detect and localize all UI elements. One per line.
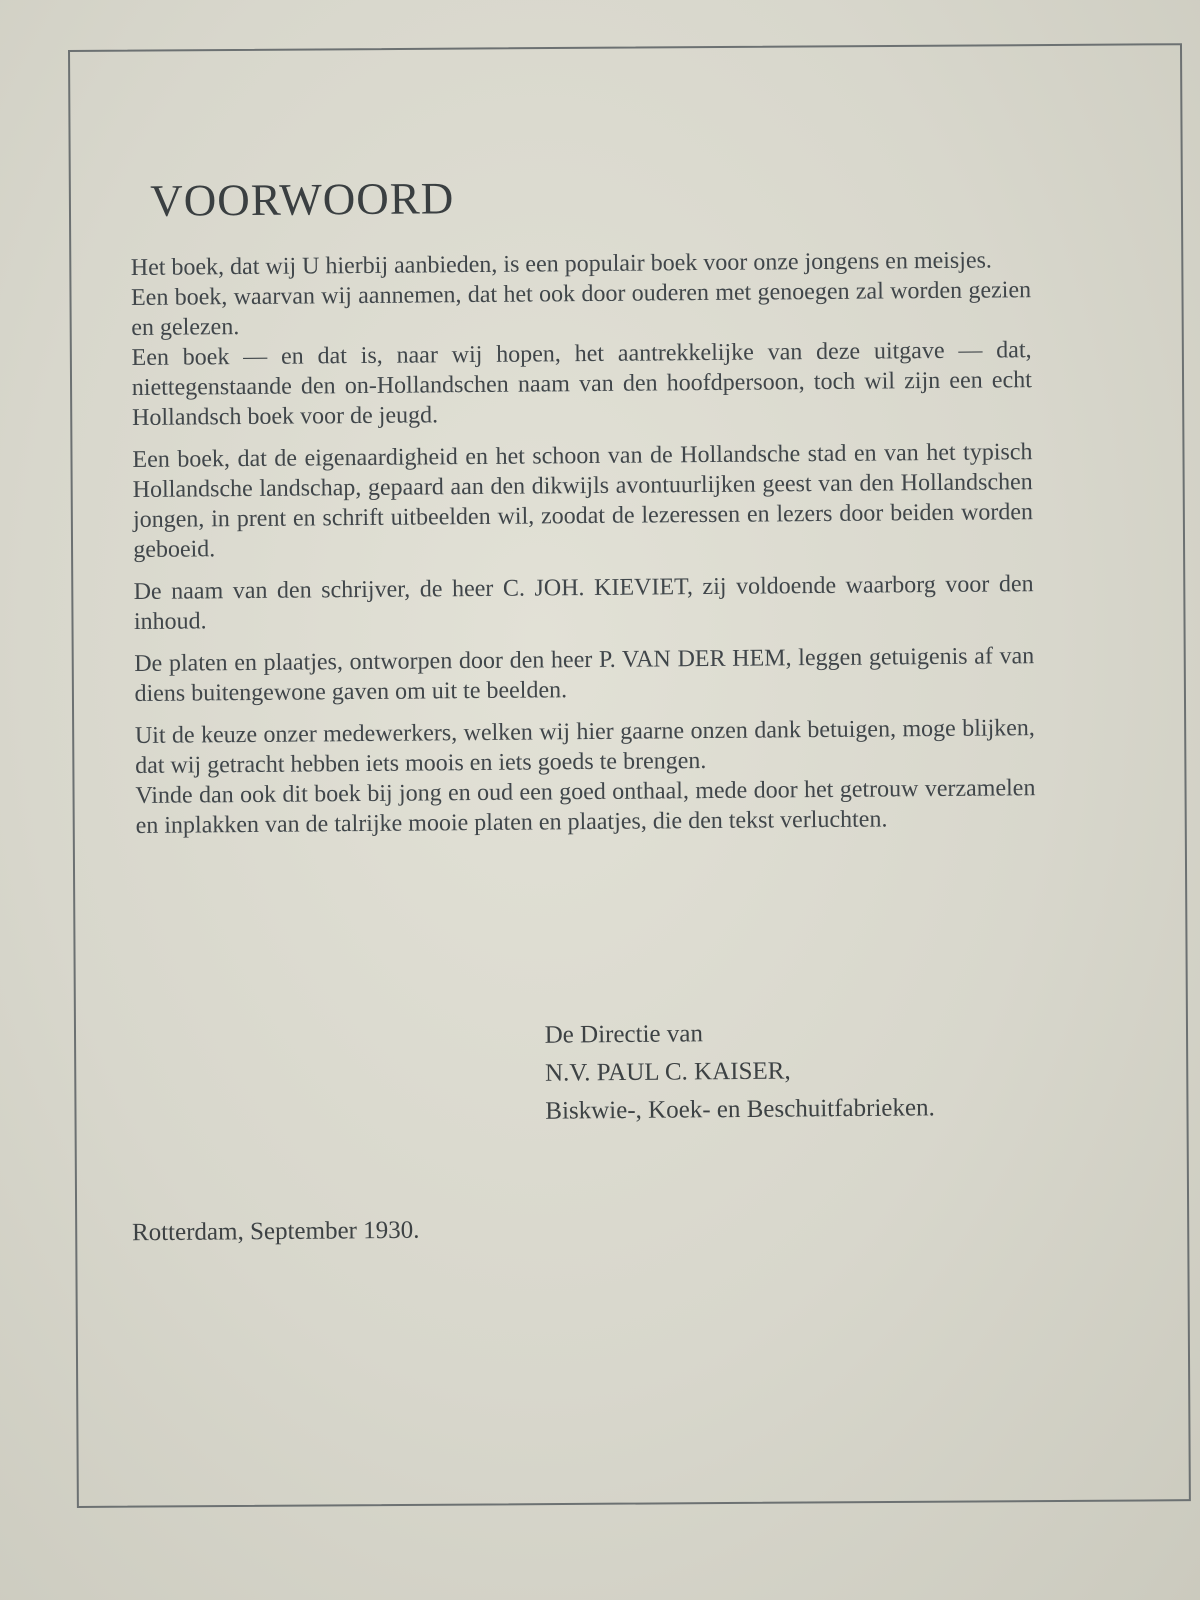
paragraph: Het boek, dat wij U hierbij aanbieden, is een populair boek voor onze jongens en meisjes. [130, 247, 992, 281]
paragraph: Een boek, waarvan wij aannemen, dat het ook door ouderen met genoegen zal worden gezien en gelezen. [130, 277, 1032, 341]
paragraph: Vinde dan ook dit boek bij jong en oud een goed onthaal, mede door het getrouw verzamelen en inplakken van de talrijke mooie platen en plaatjes, die den tekst verluchten. [135, 775, 1036, 839]
paragraph: De platen en plaatjes, ontworpen door den heer P. VAN DER HEM, leggen getuigenis af van diens buitengewone gaven om uit te beelden. [134, 643, 1035, 707]
signature-company-type: Biskwie-, Koek- en Beschuitfabrieken. [545, 1094, 935, 1125]
signature-block [545, 1013, 935, 1130]
signature-company: N.V. PAUL C. KAISER, [544, 1057, 791, 1087]
paragraph: De naam van den schrijver, de heer C. JOH. KIEVIET, zij voldoende waarborg voor den inhoud. [133, 571, 1034, 635]
preface-body [130, 167, 1036, 853]
paragraph-group-intro [131, 245, 1033, 433]
page-title: VOORWOORD [150, 173, 455, 226]
paragraph: Een boek — en dat is, naar wij hopen, het aantrekkelijke van deze uitgave — dat, niettegenstaande den on-Hollandschen naam van den hoofdpersoon, toch wil zijn een echt Hollandsch boek voor de jeugd. [131, 337, 1032, 431]
paragraph: Uit de keuze onzer medewerkers, welken wij hier gaarne onzen dank betuigen, moge blijken, dat wij getracht hebben iets moois en iets goeds te brengen. [134, 715, 1035, 779]
paragraph: Een boek, dat de eigenaardigheid en het schoon van de Hollandsche stad en van het typisch Hollandsche landschap, gepaard aan den dikwijls avontuurlijken geest van den Hollandschen jongen, in prent en schrift uitbeelden wil, zoodat de lezeressen en lezers door beiden worden geboeid. [132, 439, 1034, 563]
signature-line: De Directie van [544, 1020, 704, 1049]
place-date: Rotterdam, September 1930. [131, 1216, 420, 1247]
